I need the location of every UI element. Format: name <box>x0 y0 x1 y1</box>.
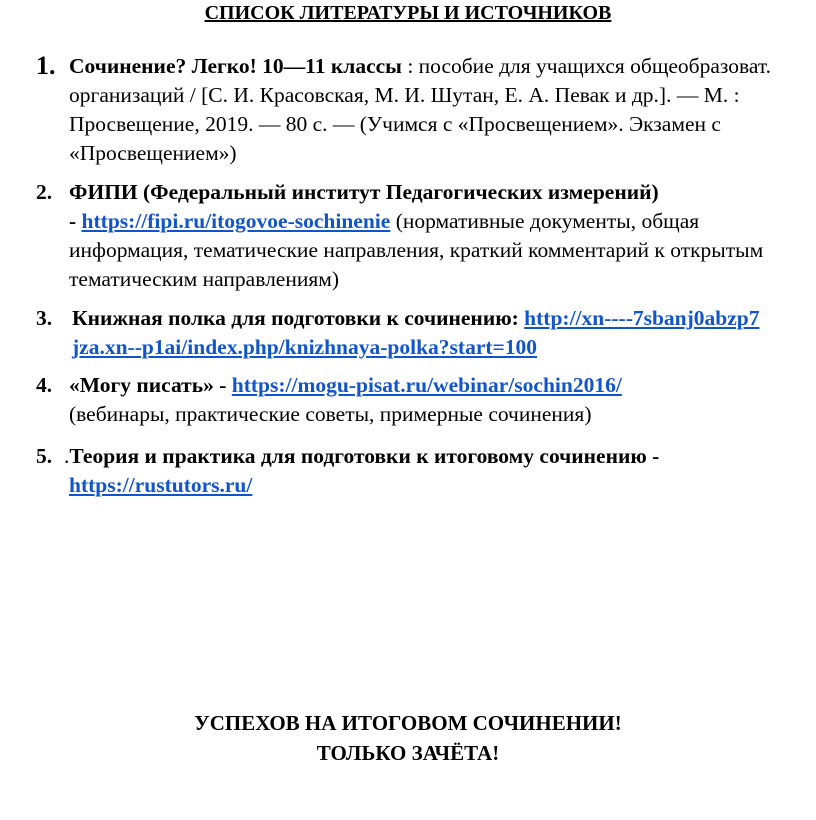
item-description: : пособие для учащихся общеобразоват. организаций / [С. И. Красовская, М. И. Шутан, Е. А. Певак и др.]. — М. : Просвещение, 2019. — 80 с. — (Учимся с «Просвещением». Экзамен с «Просвещением») <box>69 54 772 165</box>
closing-line-2: ТОЛЬКО ЗАЧЁТА! <box>316 741 500 765</box>
document-title: СПИСОК ЛИТЕРАТУРЫ И ИСТОЧНИКОВ <box>204 2 612 24</box>
item-description: (нормативные документы, общая информация, тематические направления, краткий комментарий к открытым тематическим направлениям) <box>69 209 764 291</box>
item-title: Теория и практика для подготовки к итоговому сочинению - <box>69 444 660 468</box>
rustutors-link[interactable]: https://rustutors.ru/ <box>69 473 253 497</box>
item-number: 4. <box>36 373 53 397</box>
item-number: 2. <box>36 180 53 204</box>
closing-line-1: УСПЕХОВ НА ИТОГОВОМ СОЧИНЕНИИ! <box>194 711 622 735</box>
item-dot: . <box>64 444 70 468</box>
item-title: Сочинение? Легко! 10—11 классы <box>69 54 402 78</box>
item-description: (вебинары, практические советы, примерные сочинения) <box>69 402 592 426</box>
item-number: 3. <box>36 306 53 330</box>
fipi-link[interactable]: https://fipi.ru/itogovoe-sochinenie <box>81 209 391 233</box>
closing-message <box>0 708 816 768</box>
book-shelf-link[interactable]: http://xn----7sbanj0abzp7jza.xn--p1ai/index.php/knizhnaya-polka?start=100 <box>72 306 760 359</box>
item-title: «Могу писать» - <box>69 373 227 397</box>
item-number: 1. <box>36 51 56 80</box>
item-dash: - <box>69 209 82 233</box>
item-number: 5. <box>36 444 53 468</box>
item-title: ФИПИ (Федеральный институт Педагогических измерений) <box>69 180 659 204</box>
item-title: Книжная полка для подготовки к сочинению: <box>72 306 519 330</box>
mogu-pisat-link[interactable]: https://mogu-pisat.ru/webinar/sochin2016/ <box>231 373 622 397</box>
